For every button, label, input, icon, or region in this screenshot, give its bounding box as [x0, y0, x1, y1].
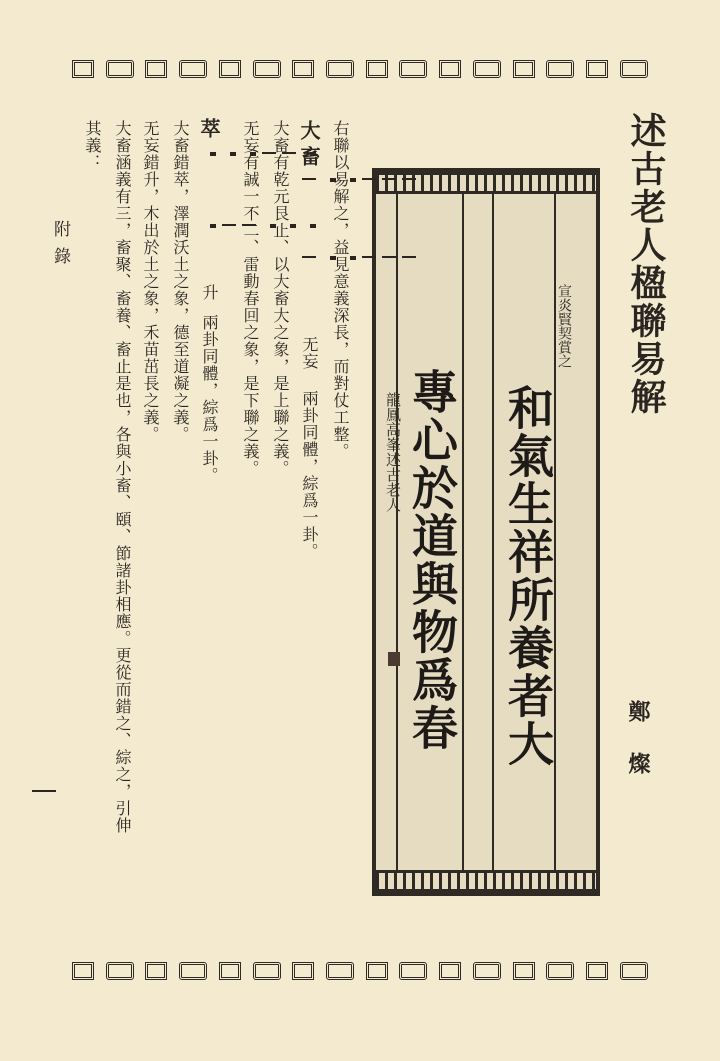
body-line: 无妄有誠一不二、雷動春回之象，是下聯之義。 — [241, 120, 260, 477]
author-name: 鄭 燦 — [625, 700, 651, 778]
couplet-signature: 龍鳳高峯述古老人 — [384, 392, 402, 512]
article-title: 述古老人楹聯易解 — [625, 112, 667, 416]
decorative-border-top — [72, 58, 648, 80]
hexagram-daxu-icon — [302, 178, 416, 182]
hexagram-name-2: 无妄 — [300, 336, 319, 370]
hexagram-wuwang-icon — [302, 256, 416, 260]
couplet-scroll-image — [372, 168, 600, 896]
body-line-hexagram-pair — [296, 120, 322, 590]
body-line: 其義： — [83, 120, 102, 171]
hexagram-note: 兩卦同體，綜爲一卦。 — [200, 314, 219, 484]
body-line: 大畜錯萃，澤潤沃土之象，德至道凝之義。 — [171, 120, 190, 443]
decorative-border-bottom — [72, 960, 648, 982]
couplet-left-line: 專心於道與物爲春 — [405, 368, 459, 752]
hexagram-name: 萃 — [197, 118, 221, 144]
hexagram-name: 大畜 — [297, 120, 321, 172]
body-line: 无妄錯升，木出於土之象，禾苗茁長之義。 — [141, 120, 160, 443]
couplet-dedication: 宣炎賢契賞之 — [556, 284, 572, 368]
fret-border-top — [376, 172, 596, 194]
page-number — [32, 790, 56, 792]
hexagram-name-2: 升 — [200, 284, 219, 301]
fret-border-bottom — [376, 870, 596, 892]
body-line: 大畜涵義有三，畜聚、畜養、畜止是也，各與小畜、頤、節諸卦相應。更從而錯之、綜之，引伸 — [113, 120, 132, 834]
seal-stamp — [388, 652, 400, 666]
body-line-hexagram-pair — [196, 118, 222, 538]
section-label: 附錄 — [50, 220, 70, 274]
hexagram-note: 兩卦同體，綜爲一卦。 — [300, 390, 319, 560]
hexagram-cui-icon — [202, 152, 316, 156]
couplet-right-line: 和氣生祥所養者大 — [501, 384, 555, 768]
hexagram-sheng-icon — [202, 224, 316, 228]
body-line: 右聯以易解之，益見意義深長，而對仗工整。 — [331, 120, 350, 460]
body-line: 大畜有乾元艮止、以大畜大之象，是上聯之義。 — [271, 120, 290, 477]
